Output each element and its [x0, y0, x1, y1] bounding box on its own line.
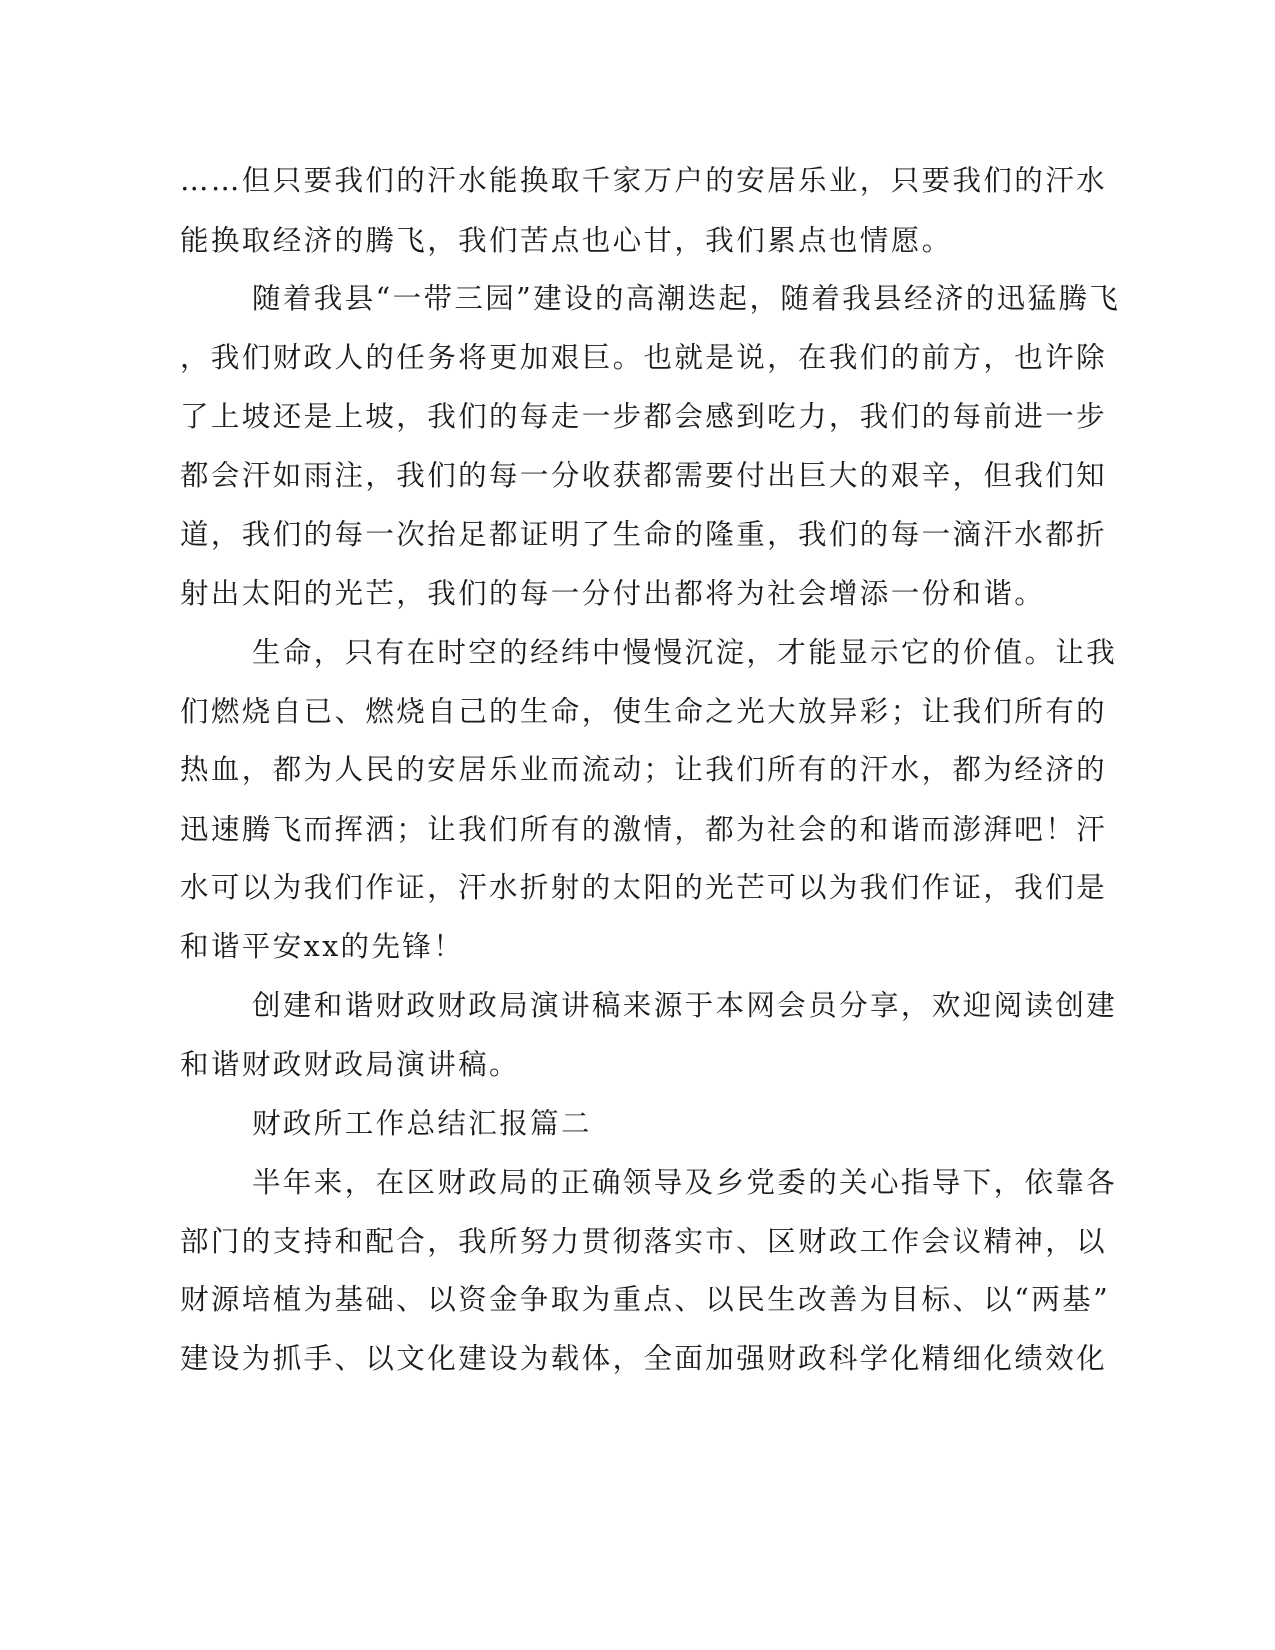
text-line: 能换取经济的腾飞，我们苦点也心甘，我们累点也情愿。 — [180, 224, 953, 257]
paragraph-start-line: 生命，只有在时空的经纬中慢慢沉淀，才能显示它的价值。让我 — [252, 636, 1118, 669]
section-heading: 财政所工作总结汇报篇二 — [252, 1107, 592, 1140]
text-line: 道，我们的每一次抬足都证明了生命的隆重，我们的每一滴汗水都折 — [180, 518, 1108, 551]
text-line: 水可以为我们作证，汗水折射的太阳的光芒可以为我们作证，我们是 — [180, 871, 1108, 904]
text-line: 了上坡还是上坡，我们的每走一步都会感到吃力，我们的每前进一步 — [180, 400, 1108, 433]
text-line: ，我们财政人的任务将更加艰巨。也就是说，在我们的前方，也许除 — [180, 341, 1108, 374]
text-line: 们燃烧自已、燃烧自己的生命，使生命之光大放异彩；让我们所有的 — [180, 695, 1108, 728]
text-line: 射出太阳的光芒，我们的每一分付出都将为社会增添一份和谐。 — [180, 577, 1046, 610]
text-line: 财源培植为基础、以资金争取为重点、以民生改善为目标、以“两基” — [180, 1283, 1111, 1316]
text-line: 建设为抓手、以文化建设为载体，全面加强财政科学化精细化绩效化 — [180, 1342, 1108, 1375]
text-line: 和谐平安xx的先锋！ — [180, 930, 465, 963]
text-line: 热血，都为人民的安居乐业而流动；让我们所有的汗水，都为经济的 — [180, 753, 1108, 786]
text-line: 部门的支持和配合，我所努力贯彻落实市、区财政工作会议精神，以 — [180, 1225, 1108, 1258]
text-line: 和谐财政财政局演讲稿。 — [180, 1048, 520, 1081]
text-line: 都会汗如雨注，我们的每一分收获都需要付出巨大的艰辛，但我们知 — [180, 459, 1108, 492]
text-line: ……但只要我们的汗水能换取千家万户的安居乐业，只要我们的汗水 — [180, 164, 1108, 197]
paragraph-start-line: 随着我县“一带三园”建设的高潮迭起，随着我县经济的迅猛腾飞 — [252, 282, 1121, 315]
paragraph-start-line: 半年来，在区财政局的正确领导及乡党委的关心指导下，依靠各 — [252, 1166, 1118, 1199]
paragraph-start-line: 创建和谐财政财政局演讲稿来源于本网会员分享，欢迎阅读创建 — [252, 989, 1118, 1022]
text-line: 迅速腾飞而挥洒；让我们所有的激情，都为社会的和谐而澎湃吧！汗 — [180, 813, 1108, 846]
